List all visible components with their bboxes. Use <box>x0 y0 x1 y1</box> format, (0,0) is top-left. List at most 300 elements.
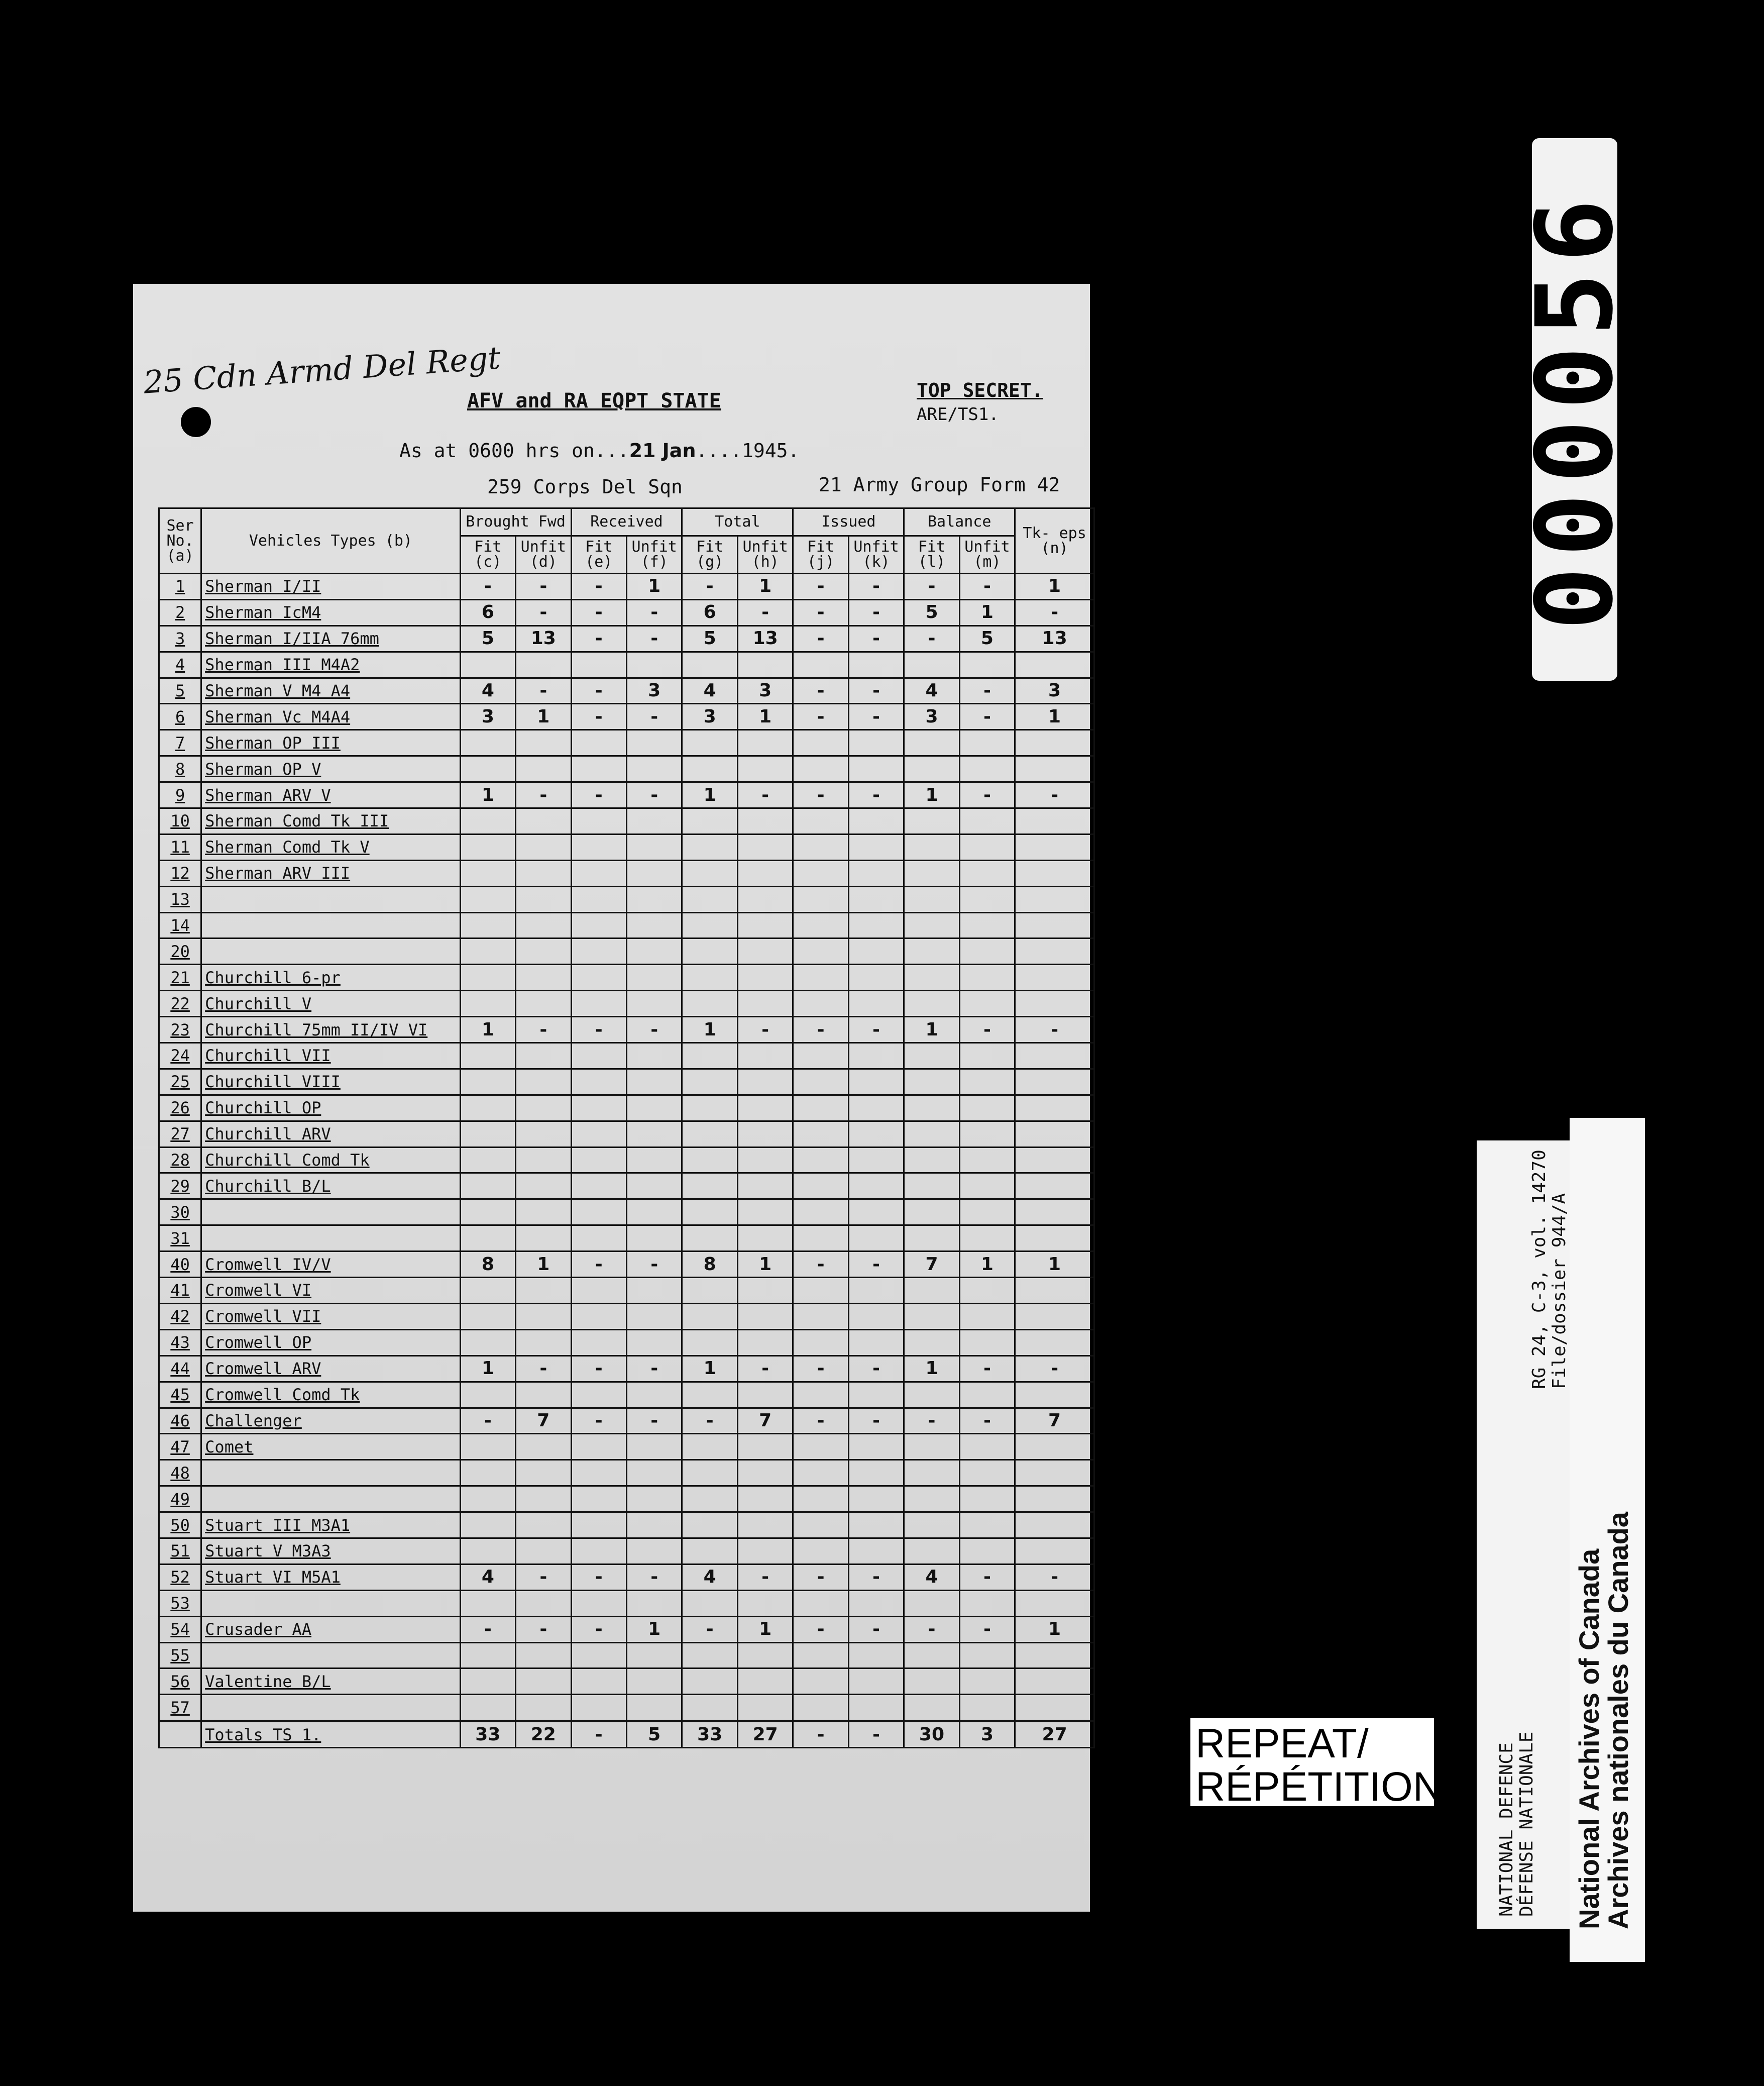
count-cell-n <box>1015 1147 1094 1173</box>
count-cell-m: - <box>959 1616 1015 1642</box>
count-cell-n <box>1015 1512 1094 1538</box>
count-cell-l <box>904 1147 959 1173</box>
ser-no-cell: 11 <box>159 834 201 860</box>
count-cell-j <box>793 1512 848 1538</box>
count-cell-f <box>626 1121 682 1147</box>
count-cell-g: - <box>682 1408 737 1434</box>
vehicle-type-cell: Cromwell ARV <box>201 1355 460 1382</box>
count-cell-c <box>460 652 515 678</box>
count-cell-j <box>793 1486 848 1512</box>
count-cell-n <box>1015 756 1094 782</box>
count-cell-k <box>848 1069 904 1095</box>
count-cell-f: - <box>626 599 682 625</box>
count-cell-k <box>848 1590 904 1616</box>
count-cell-n: - <box>1015 1355 1094 1382</box>
count-cell-d <box>516 808 571 835</box>
vehicle-type-cell <box>201 912 460 938</box>
vehicle-type-cell: Stuart V M3A3 <box>201 1538 460 1564</box>
file-dossier-ref: File/dossier 944/A <box>1549 1193 1570 1389</box>
ser-no-cell: 45 <box>159 1382 201 1408</box>
count-cell-d <box>516 1642 571 1668</box>
count-cell-j <box>793 1225 848 1251</box>
count-cell-j <box>793 1642 848 1668</box>
count-cell-l <box>904 1486 959 1512</box>
count-cell-f <box>626 1303 682 1329</box>
count-cell-d <box>516 1069 571 1095</box>
ser-no-cell: 7 <box>159 730 201 756</box>
count-cell-e <box>571 1460 626 1486</box>
count-cell-c <box>460 1642 515 1668</box>
count-cell-k <box>848 1329 904 1355</box>
count-cell-n: - <box>1015 1017 1094 1043</box>
count-cell-c: 1 <box>460 1355 515 1382</box>
table-row <box>159 834 1094 860</box>
count-cell-c <box>460 1590 515 1616</box>
unit-name: 259 Corps Del Sqn <box>487 476 683 498</box>
count-cell-d: - <box>516 1564 571 1590</box>
count-cell-n: - <box>1015 1564 1094 1590</box>
ser-no-cell: 51 <box>159 1538 201 1564</box>
count-cell-f <box>626 1434 682 1460</box>
count-cell-c: 5 <box>460 625 515 652</box>
table-row <box>159 1538 1094 1564</box>
count-cell-l <box>904 808 959 835</box>
count-cell-h <box>737 652 793 678</box>
count-cell-m: 1 <box>959 1251 1015 1278</box>
count-cell-h <box>737 1199 793 1225</box>
count-cell-d <box>516 1668 571 1695</box>
vehicle-type-cell: Sherman I/II <box>201 574 460 600</box>
sub-head-c: Fit (c) <box>460 536 515 574</box>
count-cell-e <box>571 756 626 782</box>
ser-no-cell: 27 <box>159 1121 201 1147</box>
count-cell-j <box>793 1303 848 1329</box>
count-cell-m <box>959 912 1015 938</box>
vehicle-type-cell: Sherman Comd Tk III <box>201 808 460 835</box>
count-cell-l <box>904 1225 959 1251</box>
count-cell-l <box>904 886 959 912</box>
count-cell-n <box>1015 1590 1094 1616</box>
table-row <box>159 1173 1094 1199</box>
count-cell-e <box>571 1095 626 1121</box>
count-cell-m <box>959 1590 1015 1616</box>
count-cell-g <box>682 1278 737 1304</box>
count-cell-l: - <box>904 1616 959 1642</box>
count-cell-f <box>626 652 682 678</box>
count-cell-k <box>848 1382 904 1408</box>
table-row <box>159 965 1094 991</box>
count-cell-e: - <box>571 1616 626 1642</box>
count-cell-n <box>1015 1642 1094 1668</box>
count-cell-n <box>1015 1668 1094 1695</box>
count-cell-h <box>737 1329 793 1355</box>
document-page <box>133 284 1090 1912</box>
count-cell-k: - <box>848 782 904 808</box>
count-cell-j: - <box>793 1251 848 1278</box>
count-cell-j: - <box>793 1355 848 1382</box>
ser-no-cell: 40 <box>159 1251 201 1278</box>
count-cell-n <box>1015 886 1094 912</box>
count-cell-n: 1 <box>1015 1616 1094 1642</box>
count-cell-l <box>904 652 959 678</box>
count-cell-h <box>737 1382 793 1408</box>
count-cell-c: 1 <box>460 782 515 808</box>
vehicle-type-cell <box>201 938 460 965</box>
count-cell-k <box>848 1434 904 1460</box>
count-cell-n: - <box>1015 782 1094 808</box>
count-cell-k: - <box>848 704 904 730</box>
count-cell-l <box>904 1095 959 1121</box>
count-cell-h: 1 <box>737 574 793 600</box>
vehicle-type-cell: Churchill V <box>201 991 460 1017</box>
count-cell-h <box>737 912 793 938</box>
ser-no-cell: 3 <box>159 625 201 652</box>
count-cell-c: 6 <box>460 599 515 625</box>
count-cell-n <box>1015 1695 1094 1721</box>
count-cell-n <box>1015 1434 1094 1460</box>
count-cell-f: - <box>626 1355 682 1382</box>
vehicle-type-cell: Crusader AA <box>201 1616 460 1642</box>
count-cell-h <box>737 1225 793 1251</box>
count-cell-d <box>516 1303 571 1329</box>
count-cell-j <box>793 756 848 782</box>
vehicle-type-cell: Churchill OP <box>201 1095 460 1121</box>
ser-no-cell: 47 <box>159 1434 201 1460</box>
count-cell-d <box>516 730 571 756</box>
count-cell-e <box>571 886 626 912</box>
count-cell-h <box>737 1668 793 1695</box>
count-cell-e <box>571 1043 626 1069</box>
count-cell-m <box>959 1225 1015 1251</box>
count-cell-m <box>959 1303 1015 1329</box>
count-cell-e <box>571 1695 626 1721</box>
count-cell-e <box>571 1642 626 1668</box>
count-cell-d <box>516 938 571 965</box>
count-cell-d: - <box>516 1616 571 1642</box>
ser-no-cell: 55 <box>159 1642 201 1668</box>
count-cell-m: 5 <box>959 625 1015 652</box>
totals-row <box>159 1721 1094 1748</box>
count-cell-n <box>1015 808 1094 835</box>
count-cell-h <box>737 1278 793 1304</box>
count-cell-d <box>516 1460 571 1486</box>
count-cell-c <box>460 1668 515 1695</box>
totals-cell-m: 3 <box>959 1721 1015 1748</box>
count-cell-h <box>737 965 793 991</box>
ser-no-cell: 56 <box>159 1668 201 1695</box>
ser-no-cell: 13 <box>159 886 201 912</box>
count-cell-g <box>682 1486 737 1512</box>
vehicle-type-cell: Sherman Vc M4A4 <box>201 704 460 730</box>
count-cell-m <box>959 1512 1015 1538</box>
count-cell-j <box>793 860 848 886</box>
count-cell-m <box>959 1043 1015 1069</box>
count-cell-m <box>959 1329 1015 1355</box>
count-cell-c <box>460 1460 515 1486</box>
count-cell-d <box>516 652 571 678</box>
count-cell-n: 3 <box>1015 678 1094 704</box>
vehicle-type-cell: Cromwell VI <box>201 1278 460 1304</box>
count-cell-k: - <box>848 1564 904 1590</box>
count-cell-c <box>460 886 515 912</box>
count-cell-e <box>571 1538 626 1564</box>
count-cell-g: 1 <box>682 1355 737 1382</box>
count-cell-e <box>571 1069 626 1095</box>
count-cell-l <box>904 1460 959 1486</box>
count-cell-j: - <box>793 574 848 600</box>
count-cell-n <box>1015 1121 1094 1147</box>
repeat-stamp <box>1190 1718 1443 1810</box>
count-cell-j <box>793 730 848 756</box>
ser-no-cell: 28 <box>159 1147 201 1173</box>
count-cell-k <box>848 834 904 860</box>
count-cell-c <box>460 1434 515 1460</box>
count-cell-c <box>460 991 515 1017</box>
count-cell-n <box>1015 1095 1094 1121</box>
count-cell-n: 1 <box>1015 1251 1094 1278</box>
count-cell-m <box>959 1434 1015 1460</box>
table-row <box>159 782 1094 808</box>
count-cell-l: 4 <box>904 678 959 704</box>
vehicle-type-cell: Sherman OP V <box>201 756 460 782</box>
table-row <box>159 1329 1094 1355</box>
count-cell-l <box>904 1303 959 1329</box>
count-cell-c <box>460 1069 515 1095</box>
count-cell-n: 13 <box>1015 625 1094 652</box>
count-cell-m: - <box>959 782 1015 808</box>
count-cell-m <box>959 730 1015 756</box>
count-cell-c <box>460 965 515 991</box>
count-cell-e: - <box>571 678 626 704</box>
table-row <box>159 1069 1094 1095</box>
vehicle-type-cell: Churchill 75mm II/IV VI <box>201 1017 460 1043</box>
count-cell-h <box>737 808 793 835</box>
count-cell-g: 4 <box>682 678 737 704</box>
count-cell-n <box>1015 991 1094 1017</box>
count-cell-d <box>516 1434 571 1460</box>
count-cell-j <box>793 1668 848 1695</box>
national-archives-en: National Archives of Canada <box>1573 1548 1605 1929</box>
count-cell-f: - <box>626 704 682 730</box>
count-cell-d <box>516 1147 571 1173</box>
count-cell-d: - <box>516 782 571 808</box>
count-cell-e <box>571 1590 626 1616</box>
count-cell-e <box>571 1486 626 1512</box>
as-at-line <box>399 440 799 462</box>
count-cell-f <box>626 1199 682 1225</box>
count-cell-l <box>904 1043 959 1069</box>
count-cell-h: 3 <box>737 678 793 704</box>
count-cell-e <box>571 1668 626 1695</box>
count-cell-d: 1 <box>516 704 571 730</box>
vehicle-type-cell <box>201 1460 460 1486</box>
equipment-state-table <box>158 507 1095 1748</box>
ser-no-cell: 4 <box>159 652 201 678</box>
count-cell-n: 7 <box>1015 1408 1094 1434</box>
vehicle-type-cell: Churchill VIII <box>201 1069 460 1095</box>
count-cell-h <box>737 1303 793 1329</box>
count-cell-g <box>682 1173 737 1199</box>
count-cell-l <box>904 965 959 991</box>
count-cell-e <box>571 1329 626 1355</box>
table-row <box>159 1017 1094 1043</box>
ser-no-cell: 25 <box>159 1069 201 1095</box>
table-row <box>159 1616 1094 1642</box>
count-cell-n <box>1015 1278 1094 1304</box>
count-cell-k <box>848 808 904 835</box>
ser-no-cell: 24 <box>159 1043 201 1069</box>
table-row <box>159 574 1094 600</box>
table-row <box>159 1695 1094 1721</box>
count-cell-h <box>737 1043 793 1069</box>
count-cell-j <box>793 1278 848 1304</box>
col-head-issued: Issued <box>793 508 904 536</box>
count-cell-j: - <box>793 625 848 652</box>
national-archives-fr: Archives nationales du Canada <box>1602 1512 1634 1929</box>
sub-head-f: Unfit (f) <box>626 536 682 574</box>
count-cell-c: - <box>460 1408 515 1434</box>
count-cell-k <box>848 938 904 965</box>
count-cell-m <box>959 1668 1015 1695</box>
count-cell-m: - <box>959 1408 1015 1434</box>
ser-no-cell: 50 <box>159 1512 201 1538</box>
table-row <box>159 1434 1094 1460</box>
count-cell-l <box>904 1382 959 1408</box>
count-cell-k <box>848 1147 904 1173</box>
vehicle-type-cell: Challenger <box>201 1408 460 1434</box>
count-cell-j <box>793 808 848 835</box>
count-cell-l <box>904 1069 959 1095</box>
count-cell-g <box>682 1434 737 1460</box>
count-cell-h: 1 <box>737 1616 793 1642</box>
ser-no-cell: 46 <box>159 1408 201 1434</box>
count-cell-l <box>904 860 959 886</box>
count-cell-n <box>1015 1329 1094 1355</box>
count-cell-e <box>571 860 626 886</box>
ser-no-cell: 54 <box>159 1616 201 1642</box>
count-cell-g <box>682 1095 737 1121</box>
count-cell-g <box>682 834 737 860</box>
count-cell-f <box>626 1147 682 1173</box>
count-cell-e <box>571 1173 626 1199</box>
count-cell-m <box>959 860 1015 886</box>
count-cell-l: 1 <box>904 1017 959 1043</box>
count-cell-n <box>1015 1173 1094 1199</box>
count-cell-j: - <box>793 1564 848 1590</box>
count-cell-c <box>460 1303 515 1329</box>
vehicle-type-cell <box>201 886 460 912</box>
vehicle-type-cell: Sherman V M4 A4 <box>201 678 460 704</box>
count-cell-f: - <box>626 625 682 652</box>
ser-no-cell: 22 <box>159 991 201 1017</box>
count-cell-d <box>516 912 571 938</box>
count-cell-k <box>848 1225 904 1251</box>
ser-no-cell: 5 <box>159 678 201 704</box>
col-head-total: Total <box>682 508 793 536</box>
count-cell-g: 1 <box>682 1017 737 1043</box>
count-cell-d <box>516 886 571 912</box>
count-cell-j: - <box>793 1017 848 1043</box>
table-row <box>159 1278 1094 1304</box>
national-defence-en: NATIONAL DEFENCE <box>1496 1742 1517 1917</box>
count-cell-f <box>626 808 682 835</box>
count-cell-c <box>460 808 515 835</box>
count-cell-l <box>904 1538 959 1564</box>
count-cell-n <box>1015 938 1094 965</box>
count-cell-l: - <box>904 574 959 600</box>
count-cell-n <box>1015 860 1094 886</box>
ser-no-cell: 20 <box>159 938 201 965</box>
count-cell-g <box>682 808 737 835</box>
totals-cell-c: 33 <box>460 1721 515 1748</box>
count-cell-l: 5 <box>904 599 959 625</box>
totals-cell-n: 27 <box>1015 1721 1094 1748</box>
count-cell-f <box>626 1695 682 1721</box>
ser-no-cell: 48 <box>159 1460 201 1486</box>
count-cell-e: - <box>571 1251 626 1278</box>
count-cell-e <box>571 652 626 678</box>
table-row <box>159 886 1094 912</box>
count-cell-c: - <box>460 574 515 600</box>
totals-cell-j: - <box>793 1721 848 1748</box>
count-cell-h <box>737 1538 793 1564</box>
totals-cell-d: 22 <box>516 1721 571 1748</box>
count-cell-f <box>626 834 682 860</box>
count-cell-n <box>1015 912 1094 938</box>
count-cell-d <box>516 860 571 886</box>
count-cell-l <box>904 1434 959 1460</box>
count-cell-l <box>904 730 959 756</box>
count-cell-l <box>904 912 959 938</box>
count-cell-m <box>959 938 1015 965</box>
count-cell-f <box>626 1590 682 1616</box>
count-cell-f <box>626 965 682 991</box>
count-cell-g <box>682 1121 737 1147</box>
as-at-prefix: As at 0600 hrs on... <box>399 440 629 462</box>
vehicle-type-cell: Sherman ARV V <box>201 782 460 808</box>
count-cell-m <box>959 1460 1015 1486</box>
count-cell-n <box>1015 834 1094 860</box>
table-row <box>159 756 1094 782</box>
count-cell-d <box>516 756 571 782</box>
repeat-stamp-line2: RÉPÉTITION <box>1195 1764 1443 1810</box>
vehicle-type-cell: Cromwell OP <box>201 1329 460 1355</box>
count-cell-d <box>516 1486 571 1512</box>
count-cell-e: - <box>571 1355 626 1382</box>
sub-head-k: Unfit (k) <box>848 536 904 574</box>
count-cell-g: 1 <box>682 782 737 808</box>
count-cell-j <box>793 834 848 860</box>
count-cell-e: - <box>571 704 626 730</box>
count-cell-j <box>793 1199 848 1225</box>
count-cell-e <box>571 1121 626 1147</box>
ser-no-cell: 31 <box>159 1225 201 1251</box>
count-cell-k <box>848 1486 904 1512</box>
count-cell-g: - <box>682 1616 737 1642</box>
count-cell-e <box>571 808 626 835</box>
vehicle-type-cell: Churchill B/L <box>201 1173 460 1199</box>
count-cell-c <box>460 1329 515 1355</box>
count-cell-f <box>626 1486 682 1512</box>
count-cell-j <box>793 1590 848 1616</box>
count-cell-e: - <box>571 1408 626 1434</box>
count-cell-f <box>626 756 682 782</box>
count-cell-e <box>571 730 626 756</box>
count-cell-g: 3 <box>682 704 737 730</box>
ser-no-cell: 44 <box>159 1355 201 1382</box>
vehicle-type-cell: Sherman III M4A2 <box>201 652 460 678</box>
table-row <box>159 808 1094 835</box>
